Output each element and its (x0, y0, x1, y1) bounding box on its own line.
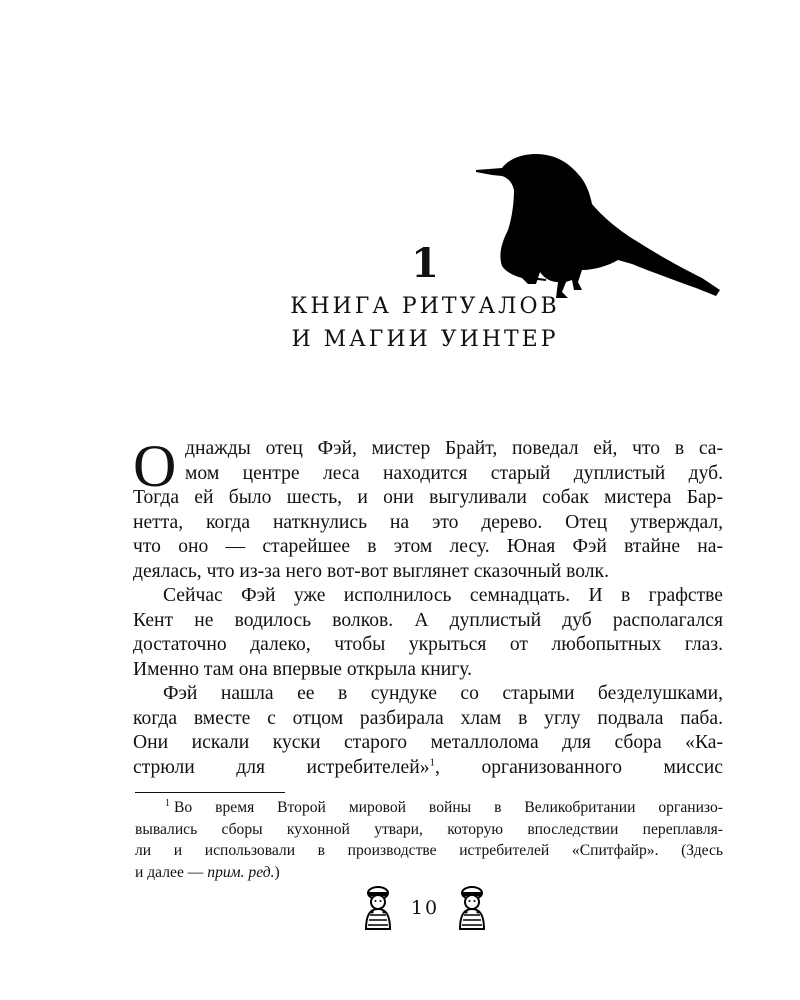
footnote-line (135, 862, 723, 884)
text-line: Фэй нашла ее в сундуке со старыми безделушками, (163, 683, 723, 704)
page-number: 10 (410, 897, 440, 919)
chapter-number: 1 (411, 240, 439, 287)
text-fragment: , организованного миссис (435, 756, 723, 778)
drop-cap: О (133, 433, 177, 499)
page-footer (360, 885, 490, 931)
text-fragment: стрюли для истребителей» (133, 756, 430, 778)
text-line-with-footnote (133, 756, 723, 781)
footnote-divider (135, 792, 285, 793)
footnote-text: ) (274, 863, 280, 881)
chapter-title-line-1: КНИГА РИТУАЛОВ (290, 294, 560, 319)
text-line: нетта, когда наткнулись на это дерево. Отец утверждал, (133, 511, 723, 533)
text-line: Именно там она впервые открыла книгу. (133, 658, 473, 680)
text-line: когда вместе с отцом разбирала хлам в углу подвала паба. (133, 707, 723, 729)
footnote-editor-note: прим. ред. (207, 863, 275, 881)
text-line: что оно — старейшее в этом лесу. Юная Фэй втайне на- (133, 536, 723, 557)
footnote-reference[interactable]: 1 (429, 755, 436, 768)
footnote-line: ли и использовали в производстве истребителей «Спитфайр». (Здесь (135, 842, 723, 859)
footnote (135, 797, 723, 883)
footnote-line (135, 797, 723, 819)
text-line: Кент не водилось волков. А дуплистый дуб располагался (133, 609, 723, 631)
chapter-title (230, 290, 620, 356)
old-lady-ornament-icon (454, 885, 490, 931)
body-text (133, 433, 723, 780)
chapter-title-line-2: И МАГИИ УИНТЕР (291, 327, 559, 352)
footnote-mark: 1 (165, 797, 170, 809)
text-line: деялась, что из-за него вот-вот выглянет сказочный волк. (133, 560, 609, 582)
footnote-text: Во время Второй мировой войны в Великобритании организо- (174, 799, 723, 816)
text-line: Тогда ей было шесть, и они выгуливали собак мистера Бар- (133, 487, 723, 508)
old-lady-ornament-icon (360, 885, 396, 931)
text-line: днажды отец Фэй, мистер Брайт, поведал ей, что в са- (185, 438, 723, 459)
footnote-line: вывались сборы кухонной утвари, которую впоследствии переплавля- (135, 820, 723, 838)
text-line: Они искали куски старого металлолома для сбора «Ка- (133, 732, 723, 753)
text-line: Сейчас Фэй уже исполнилось семнадцать. И в графстве (163, 585, 723, 606)
footnote-text: и далее — (135, 863, 208, 881)
text-line: достаточно далеко, чтобы укрыться от любопытных глаз. (133, 634, 723, 655)
text-line: мом центре леса находится старый дуплистый дуб. (185, 462, 723, 484)
blackbird-silhouette-icon (470, 150, 730, 305)
